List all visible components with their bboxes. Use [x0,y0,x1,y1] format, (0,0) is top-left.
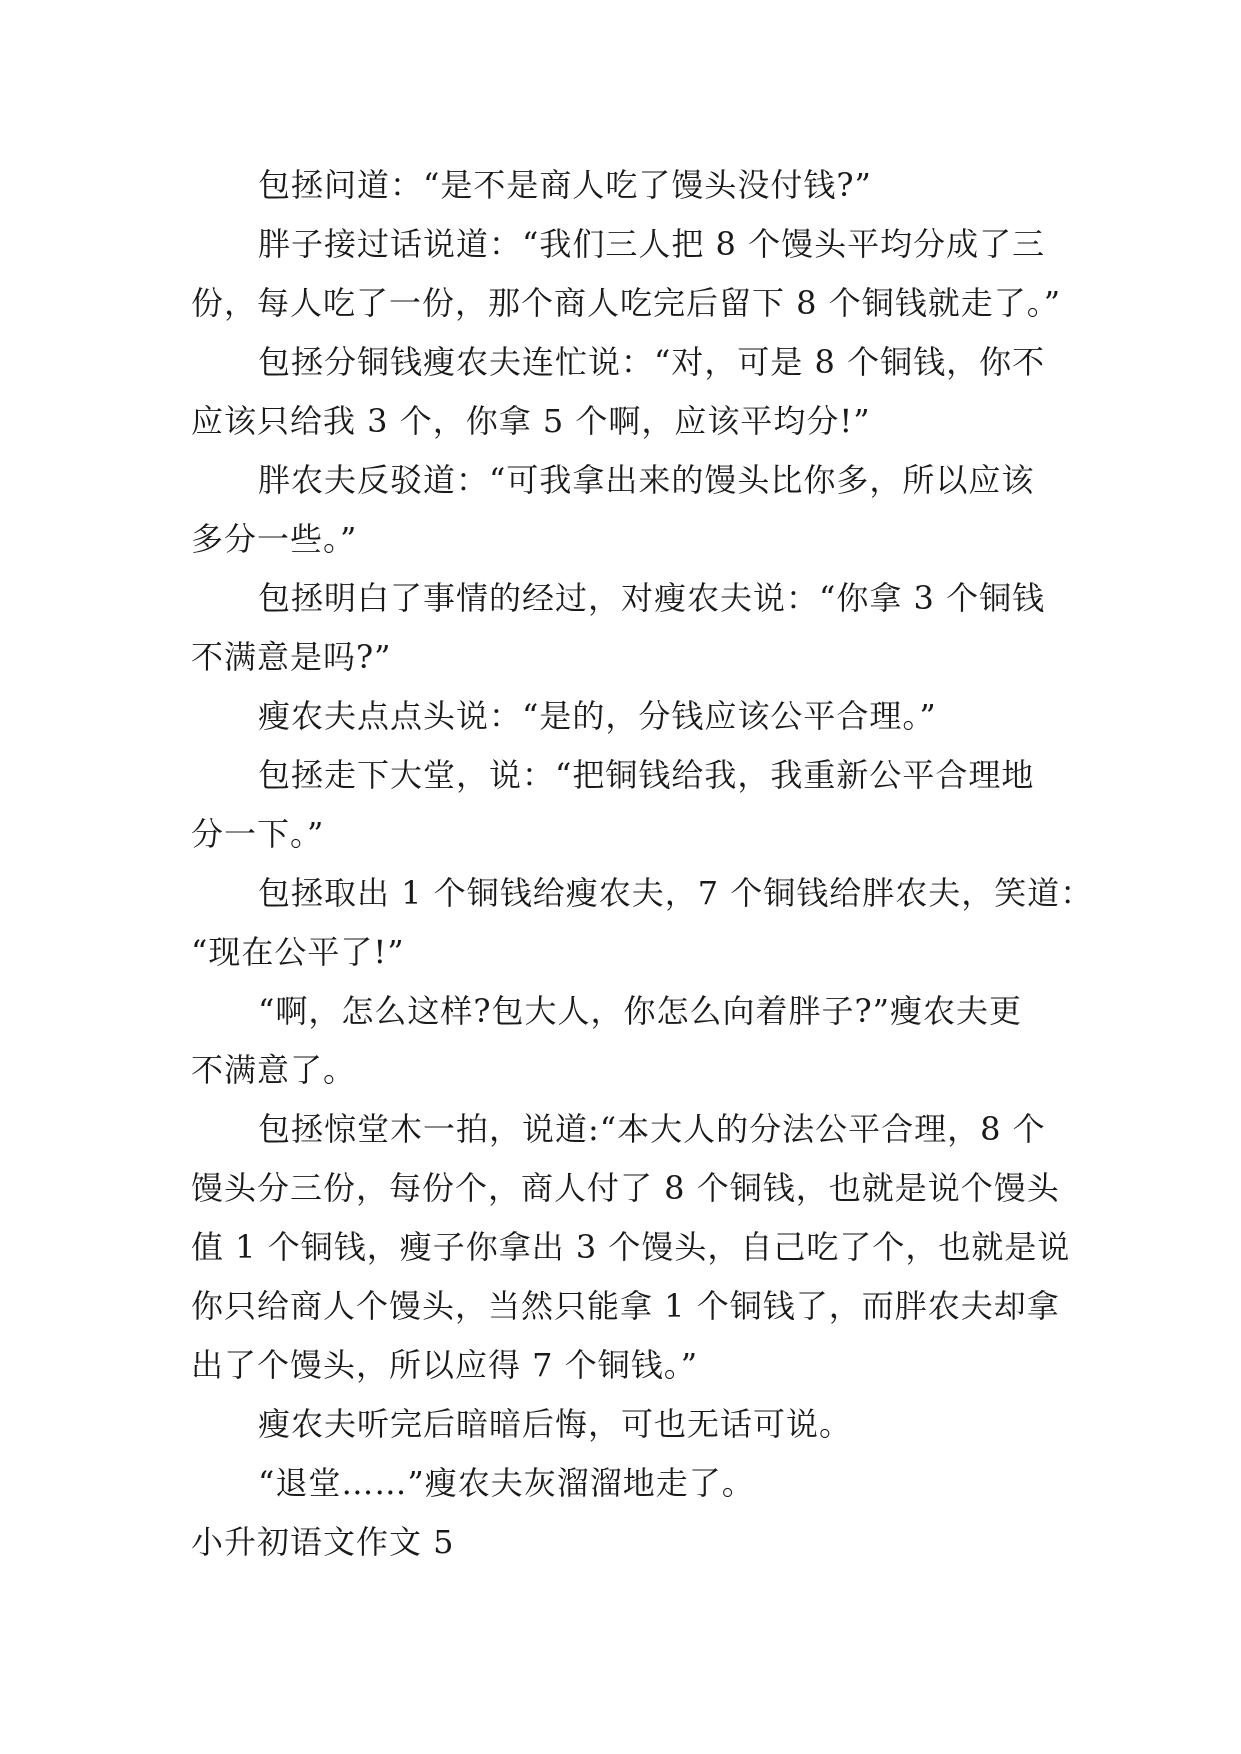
paragraph-line: 包拯问道：“是不是商人吃了馒头没付钱?” [258,166,872,204]
paragraph-line: 包拯明白了事情的经过，对瘦农夫说：“你拿 3 个铜钱 [258,579,1046,617]
paragraph-line: 胖子接过话说道：“我们三人把 8 个馒头平均分成了三 [258,225,1046,263]
paragraph-line: 瘦农夫点点头说：“是的，分钱应该公平合理。” [258,697,937,735]
paragraph-line: 馒头分三份，每份个，商人付了 8 个铜钱，也就是说个馒头 [191,1169,1060,1207]
paragraph-line: 胖农夫反驳道：“可我拿出来的馒头比你多，所以应该 [258,461,1035,499]
paragraph-line: 不满意了。 [191,1051,357,1089]
paragraph-line: 包拯惊堂木一拍，说道:“本大人的分法公平合理，8 个 [258,1110,1046,1148]
paragraph-line: 应该只给我 3 个，你拿 5 个啊，应该平均分!” [191,402,871,440]
paragraph-line: 出了个馒头，所以应得 7 个铜钱。” [191,1346,699,1384]
paragraph-line: 分一下。” [191,815,325,853]
paragraph-line: 包拯分铜钱瘦农夫连忙说：“对，可是 8 个铜钱，你不 [258,343,1046,381]
paragraph-line: “退堂……”瘦农夫灰溜溜地走了。 [258,1464,755,1502]
paragraph-line: 多分一些。” [191,520,358,558]
paragraph-line: 包拯取出 1 个铜钱给瘦农夫，7 个铜钱给胖农夫，笑道： [258,874,1094,912]
paragraph-line: 包拯走下大堂，说：“把铜钱给我，我重新公平合理地 [258,756,1035,794]
paragraph-line: “啊，怎么这样?包大人，你怎么向着胖子?”瘦农夫更 [258,992,1023,1030]
paragraph-line: 你只给商人个馒头，当然只能拿 1 个铜钱了，而胖农夫却拿 [191,1287,1060,1325]
paragraph-line: “现在公平了!” [191,933,405,971]
paragraph-line: 值 1 个铜钱，瘦子你拿出 3 个馒头，自己吃了个，也就是说 [191,1228,1071,1266]
paragraph-line: 不满意是吗?” [191,638,392,676]
paragraph-line: 瘦农夫听完后暗暗后悔，可也无话可说。 [258,1405,853,1443]
section-heading: 小升初语文作文 5 [191,1523,455,1561]
paragraph-line: 份，每人吃了一份，那个商人吃完后留下 8 个铜钱就走了。” [191,284,1062,322]
